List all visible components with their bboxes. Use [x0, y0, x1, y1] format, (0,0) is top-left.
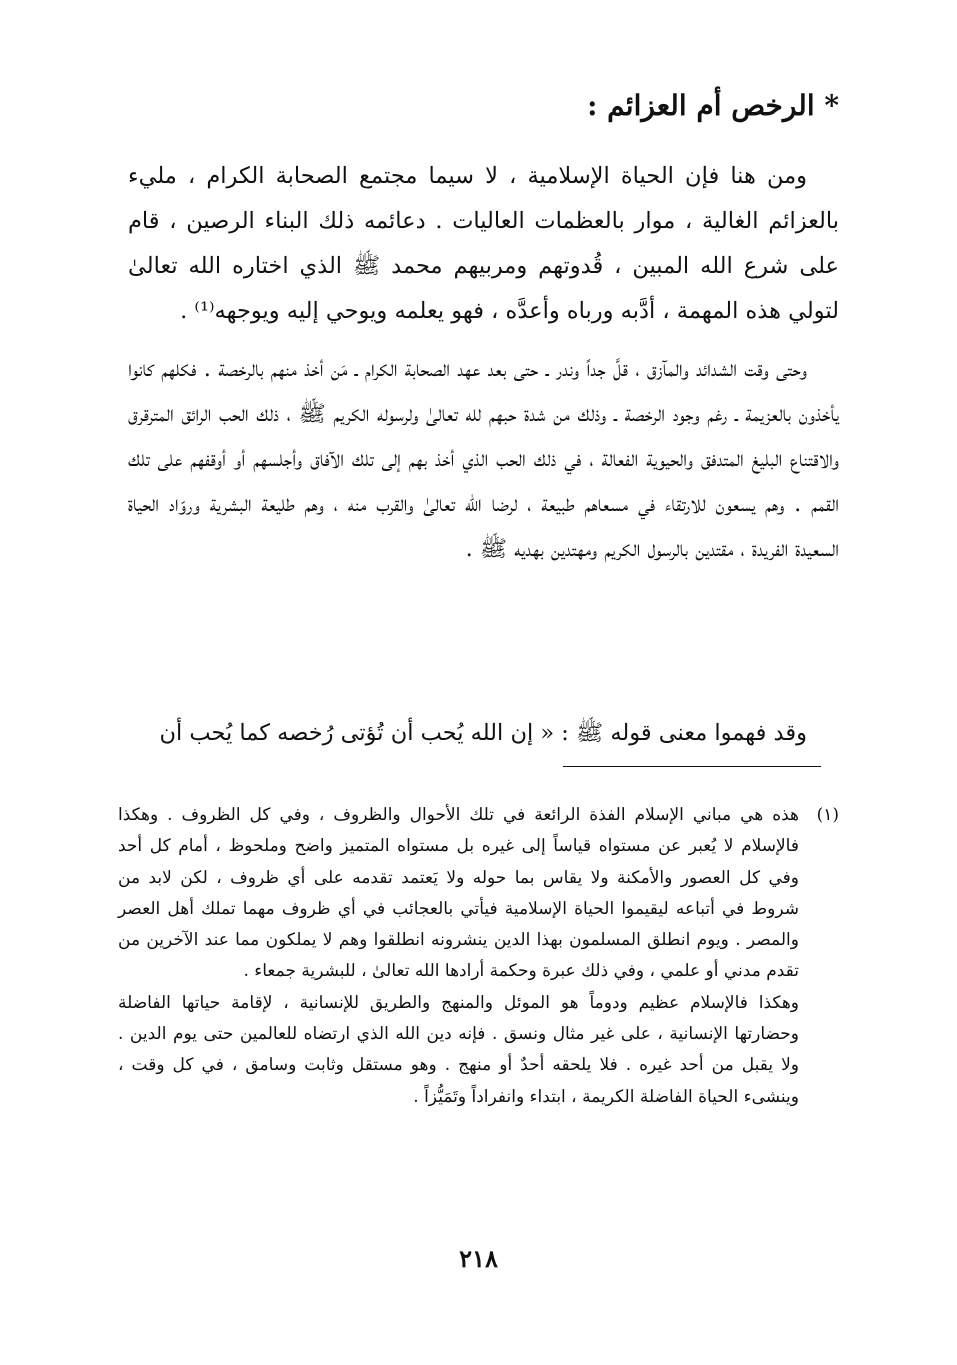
section-heading: * الرخص أم العزائم : [587, 89, 839, 122]
footnote [118, 800, 839, 1113]
page-number: ٢١٨ [459, 1244, 498, 1273]
paragraph-2: وحتى وقت الشدائد والمآزق ، قلَّ جداً وندر ـ حتى بعد عهد الصحابة الكرام ـ مَن أخذ منهم بالرخصة . فكلهم كانوا يأخذون بالعزيمة ـ رغم وجود الرخصة ـ وذلك من شدة حبهم لله تعالىٰ ولرسوله الكريم ﷺ ، ذلك الحب الرائق المترقرق والاقتناع البليغ المتدفق والحيوية الفعالة ، في ذلك الحب الذي أخذ بهم إلى تلك الآفاق وأجلسهم أو أوقفهم على تلك القمم . وهم يسعون للارتقاء في مسعاهم طبيعة ، لرضا الله تعالىٰ والقرب منه ، وهم طليعة البشرية وروّاد الحياة السعيدة الفريدة ، مقتدين بالرسول الكريم ومهتدين بهديه ﷺ . [128, 356, 839, 562]
footnote-paragraph-1: هذه هي مباني الإسلام الفذة الرائعة في تلك الأحوال والظروف ، وفي كل الظروف . وهكذا فالإسلام لا يُعبر عن مستواه قياساً إلى غيره بل مستواه المتميز واضح وملحوظ ، أمام كل أحد وفي كل العصور والأمكنة ولا يقاس بما حوله ولا يَعتمد تقدمه على أي ظروف ، لكن لابد من شروط في أتباعه ليقيموا الحياة الإسلامية فيأتي بالعجائب في أي ظروف مهما تملك أهل العصر والمصر . ويوم انطلق المسلمون بهذا الدين ينشرونه انطلقوا وهم لا يملكون مما عند الآخرين من تقدم مدني أو علمي ، وفي ذلك عبرة وحكمة أرادها الله تعالىٰ ، للبشرية جمعاء . [118, 805, 799, 982]
footnote-paragraph-2: وهكذا فالإسلام عظيم ودوماً هو الموئل والمنهج والطريق للإنسانية ، لإقامة حياتها الفاضلة وحضارتها الإنسانية ، على غير مثال ونسق . فإنه دين الله الذي ارتضاه للعالمين حتى يوم الدين . ولا يقبل من أحد غيره . فلا يلحقه أحدٌ أو منهج . وهو مستقل وثابت وسامق ، في كل وقت ، وينشىء الحياة الفاضلة الكريمة ، ابتداء وانفراداً وتَمَيُّزاً . [118, 992, 799, 1107]
footnote-number: (١) [816, 805, 839, 825]
footnote-body [118, 800, 799, 1113]
footnote-separator [563, 766, 821, 767]
paragraph-3: وقد فهموا معنى قوله ﷺ : « إن الله يُحب أن تُؤتى رُخصه كما يُحب أن [159, 720, 807, 746]
paragraph-1: ومن هنا فإن الحياة الإسلامية ، لا سيما مجتمع الصحابة الكرام ، مليء بالعزائم الغالية ، موار بالعظمات العاليات . دعائمه ذلك البناء الرصين ، قام على شرع الله المبين ، قُدوتهم ومربيهم محمد ﷺ الذي اختاره الله تعالىٰ لتولي هذه المهمة ، أدَّبه ورباه وأعدَّه ، فهو يعلمه ويوحي إليه ويوجهه⁽¹⁾ . [128, 163, 839, 324]
